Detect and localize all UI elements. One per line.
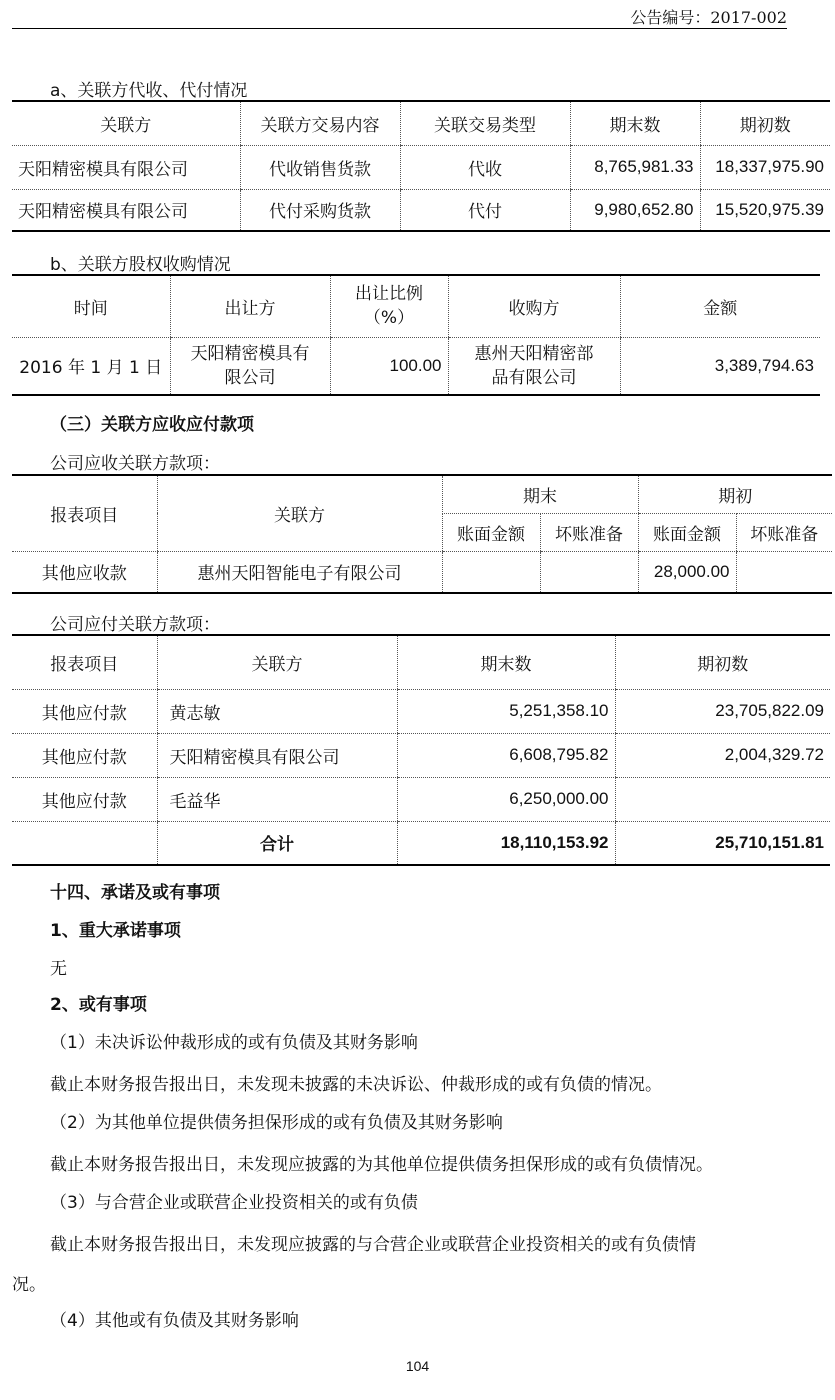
cell: 6,250,000.00 [397,777,615,821]
col-header: 关联方交易内容 [240,101,400,145]
cell: 100.00 [330,337,448,395]
cell: 6,608,795.82 [397,733,615,777]
cell: 代收销售货款 [240,145,400,189]
equity-acquisition-table [12,274,820,396]
col-header: 期初 [638,475,832,513]
cell-line: 限公司 [224,367,276,388]
col-header-line: 出让比例 [355,284,423,305]
cell: 其他应付款 [12,777,157,821]
cell [170,337,330,395]
table-row [12,337,820,395]
cell: 惠州天阳智能电子有限公司 [157,551,442,593]
cell: 8,765,981.33 [570,145,700,189]
cell: 毛益华 [157,777,397,821]
cell: 9,980,652.80 [570,189,700,231]
col-header: 时间 [12,275,170,337]
col-header: 关联方 [157,635,397,689]
item-heading: （2）为其他单位提供债务担保形成的或有负债及其财务影响 [50,1113,503,1133]
cell: 代付 [400,189,570,231]
sub-heading-commitments: 1、重大承诺事项 [50,921,181,941]
cell: 天阳精密模具有限公司 [18,202,188,223]
table-header-row [12,275,820,337]
col-header: 报表项目 [12,635,157,689]
cell: 其他应收款 [41,564,127,585]
table-row [12,733,830,777]
receivable-title: 公司应收关联方款项： [50,454,220,474]
paragraph: 截止本财务报告报出日，未发现应披露的为其他单位提供债务担保形成的或有负债情况。 [50,1155,713,1175]
total-end: 18,110,153.92 [397,821,615,865]
col-header: 关联方 [12,101,240,145]
cell: 天阳精密模具有限公司 [157,733,397,777]
col-header: 期末 [442,475,638,513]
table-header-row [12,635,830,689]
table-row [12,689,830,733]
receivable-table [12,474,832,594]
cell: 天阳精密模具有限公司 [12,145,240,189]
paragraph: 截止本财务报告报出日，未发现应披露的与合营企业或联营企业投资相关的或有负债情 [50,1235,696,1255]
page-number: 104 [405,1358,430,1374]
cell: 2016 年 1 月 1 日 [19,358,163,379]
section-a-title: a、关联方代收、代付情况 [50,81,248,101]
total-begin: 25,710,151.81 [615,821,830,865]
item-heading: （3）与合营企业或联营企业投资相关的或有负债 [50,1193,418,1213]
cell: 18,337,975.90 [700,145,830,189]
cell [540,551,638,593]
cell: 3,389,794.63 [620,337,820,395]
item-heading: （1）未决诉讼仲裁形成的或有负债及其财务影响 [50,1033,418,1053]
cell [442,551,540,593]
col-subheader: 坏账准备 [736,513,832,551]
cell-line: 天阳精密模具有 [190,343,310,364]
section-14-title: 十四、承诺及或有事项 [50,883,220,903]
payable-table [12,634,830,866]
section-3-title: （三）关联方应收应付款项 [50,415,254,435]
col-header-line: （%） [363,308,415,329]
commitments-none: 无 [50,959,67,979]
cell: 代收 [400,145,570,189]
paragraph: 截止本财务报告报出日，未发现未披露的未决诉讼、仲裁形成的或有负债的情况。 [50,1075,662,1095]
col-header: 期末数 [397,635,615,689]
item-heading: （4）其他或有负债及其财务影响 [50,1311,299,1331]
table-header-row [12,101,830,145]
col-header: 出让方 [170,275,330,337]
col-subheader: 坏账准备 [540,513,638,551]
total-label: 合计 [157,821,397,865]
table-row [12,145,830,189]
cell: 其他应付款 [12,733,157,777]
cell: 23,705,822.09 [615,689,830,733]
cell: 2,004,329.72 [615,733,830,777]
cell [615,777,830,821]
payable-title: 公司应付关联方款项： [50,615,220,635]
cell-line: 品有限公司 [491,367,577,388]
cell [736,551,832,593]
header-divider [12,28,787,29]
cell [448,337,620,395]
col-header: 金额 [620,275,820,337]
sub-heading-contingencies: 2、或有事项 [50,995,147,1015]
document-number: 公告编号：2017-002 [630,8,787,27]
col-header [330,275,448,337]
table-header-row [12,475,832,513]
cell [12,821,157,865]
collection-payment-table [12,100,830,232]
col-header: 关联方 [157,475,442,551]
section-b-title: b、关联方股权收购情况 [50,255,231,275]
cell: 代付采购货款 [240,189,400,231]
cell: 15,520,975.39 [700,189,830,231]
cell: 28,000.00 [638,551,736,593]
cell: 黄志敏 [157,689,397,733]
col-header: 报表项目 [12,475,157,551]
col-header: 期初数 [615,635,830,689]
table-row [12,551,832,593]
col-subheader: 账面金额 [638,513,736,551]
cell: 其他应付款 [12,689,157,733]
cell: 5,251,358.10 [397,689,615,733]
table-row [12,777,830,821]
paragraph-continuation: 况。 [12,1275,46,1295]
col-header: 期初数 [700,101,830,145]
col-header: 期末数 [570,101,700,145]
table-row [12,189,830,231]
total-row [12,821,830,865]
col-header: 关联交易类型 [400,101,570,145]
col-header: 收购方 [448,275,620,337]
col-subheader: 账面金额 [442,513,540,551]
cell-line: 惠州天阳精密部 [474,343,594,364]
